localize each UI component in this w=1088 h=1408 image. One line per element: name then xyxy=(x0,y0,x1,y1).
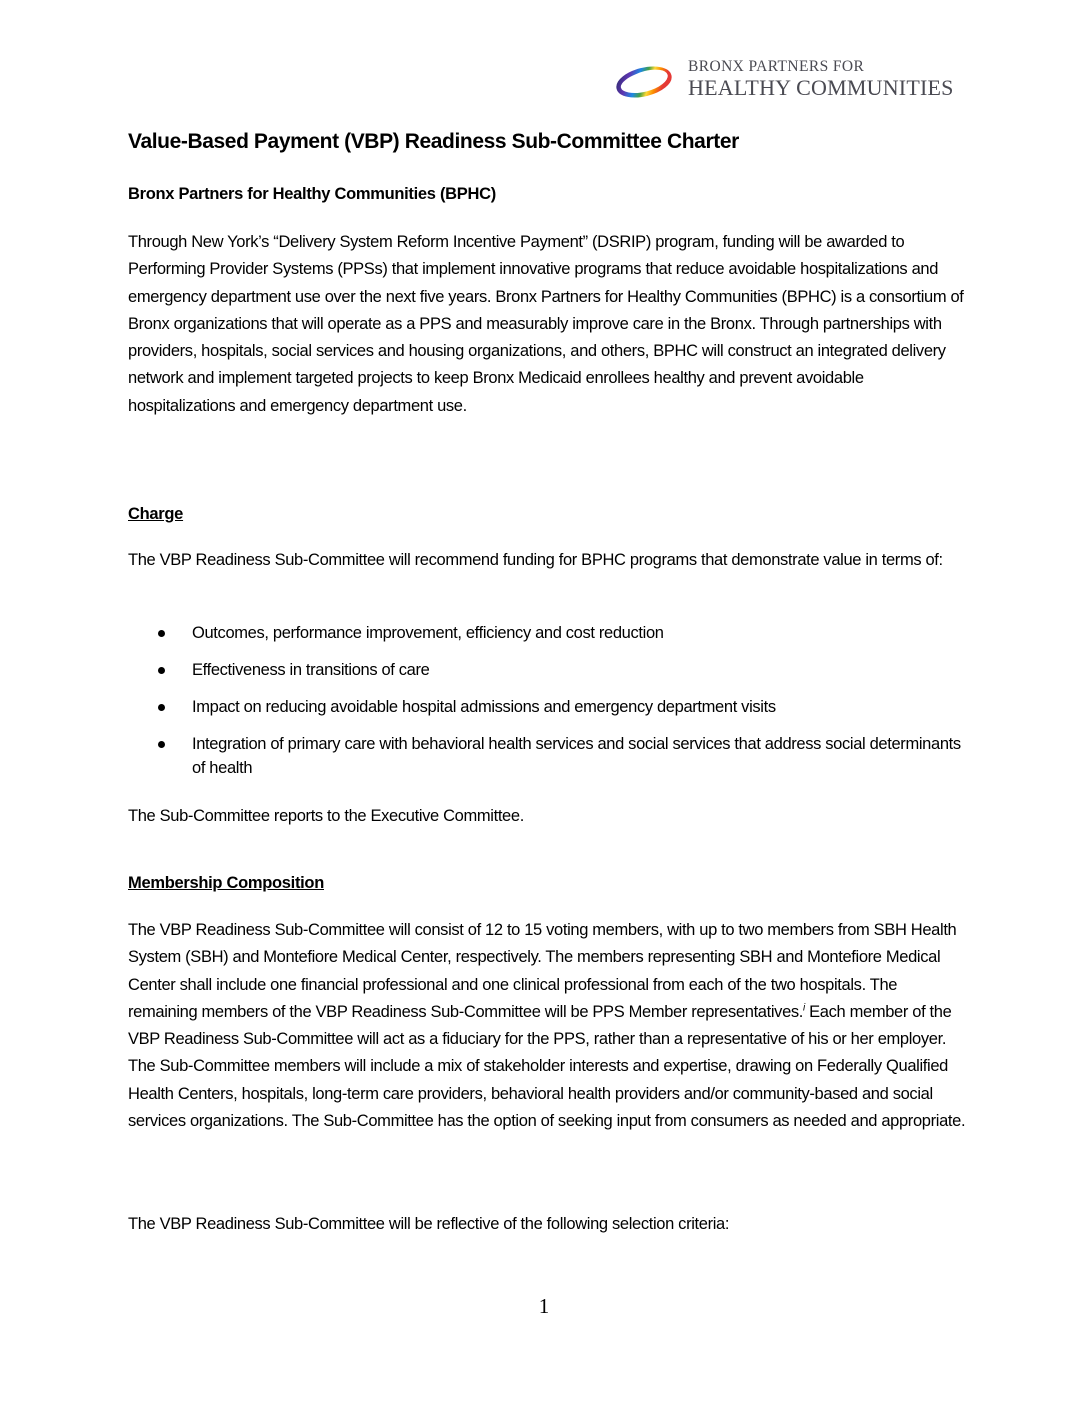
list-item xyxy=(128,621,968,645)
charge-heading: Charge xyxy=(128,505,184,523)
bullet-text: Impact on reducing avoidable hospital admissions and emergency department visits xyxy=(192,698,776,716)
intro-paragraph: Through New York’s “Delivery System Reform Incentive Payment” (DSRIP) program, funding will be awarded to Performing Provider Systems (PPSs) that implement innovative programs that reduce avoidable hospitalizations and emergency department use over the next five years. Bronx Partners for Healthy Communities (BPHC) is a consortium of Bronx organizations that will operate as a PPS and measurably improve care in the Bronx. Through partnerships with providers, hospitals, social services and housing organizations, and others, BPHC will construct an integrated delivery network and implement targeted projects to keep Bronx Medicaid enrollees healthy and prevent avoidable hospitalizations and emergency department use. xyxy=(128,233,964,415)
charge-bullet-list xyxy=(128,621,968,793)
bullet-text: Outcomes, performance improvement, efficiency and cost reduction xyxy=(192,624,664,642)
bullet-icon xyxy=(158,741,165,748)
list-item xyxy=(128,658,968,682)
criteria-paragraph: The VBP Readiness Sub-Committee will be reflective of the following selection criteria: xyxy=(128,1215,730,1233)
membership-text-part-2: Each member of the VBP Readiness Sub-Committee will act as a fiduciary for the PPS, rather than a representative of his or her employer. The Sub-Committee members will include a mix of stakeholder interests and expertise, drawing on Federally Qualified Health Centers, hospitals, long-term care providers, behavioral health providers and/or community-based and social services organizations. The Sub-Committee has the option of seeking input from consumers as needed and appropriate. xyxy=(128,1002,966,1131)
document-title: Value-Based Payment (VBP) Readiness Sub-Committee Charter xyxy=(128,130,739,153)
logo-line-2: HEALTHY COMMUNITIES xyxy=(688,75,954,100)
logo-line-1: BRONX PARTNERS FOR xyxy=(688,58,865,75)
membership-paragraph xyxy=(128,917,968,1135)
list-item xyxy=(128,732,968,780)
bullet-text: Effectiveness in transitions of care xyxy=(192,661,430,679)
charge-paragraph: The VBP Readiness Sub-Committee will recommend funding for BPHC programs that demonstrate value in terms of: xyxy=(128,551,943,569)
page-number: 1 xyxy=(538,1294,550,1318)
membership-heading: Membership Composition xyxy=(128,874,324,892)
list-item xyxy=(128,695,968,719)
bullet-icon xyxy=(158,630,165,637)
bphc-logo xyxy=(614,58,964,106)
bullet-text: Integration of primary care with behavioral health services and social services that address social determinants of health xyxy=(192,735,961,777)
reports-to-paragraph: The Sub-Committee reports to the Executive Committee. xyxy=(128,807,524,825)
footnote-marker[interactable]: i xyxy=(803,1002,805,1014)
bullet-icon xyxy=(158,667,165,674)
rainbow-ellipse-logo-icon xyxy=(614,64,676,100)
membership-text-part-1: The VBP Readiness Sub-Committee will consist of 12 to 15 voting members, with up to two members from SBH Health System (SBH) and Montefiore Medical Center, respectively. The members representing SBH and Montefiore Medical Center shall include one financial professional and one clinical professional from each of the two hospitals. The remaining members of the VBP Readiness Sub-Committee will be PPS Member representatives. xyxy=(128,921,957,1021)
logo-text xyxy=(688,58,954,100)
document-subtitle: Bronx Partners for Healthy Communities (BPHC) xyxy=(128,185,496,203)
bullet-icon xyxy=(158,704,165,711)
